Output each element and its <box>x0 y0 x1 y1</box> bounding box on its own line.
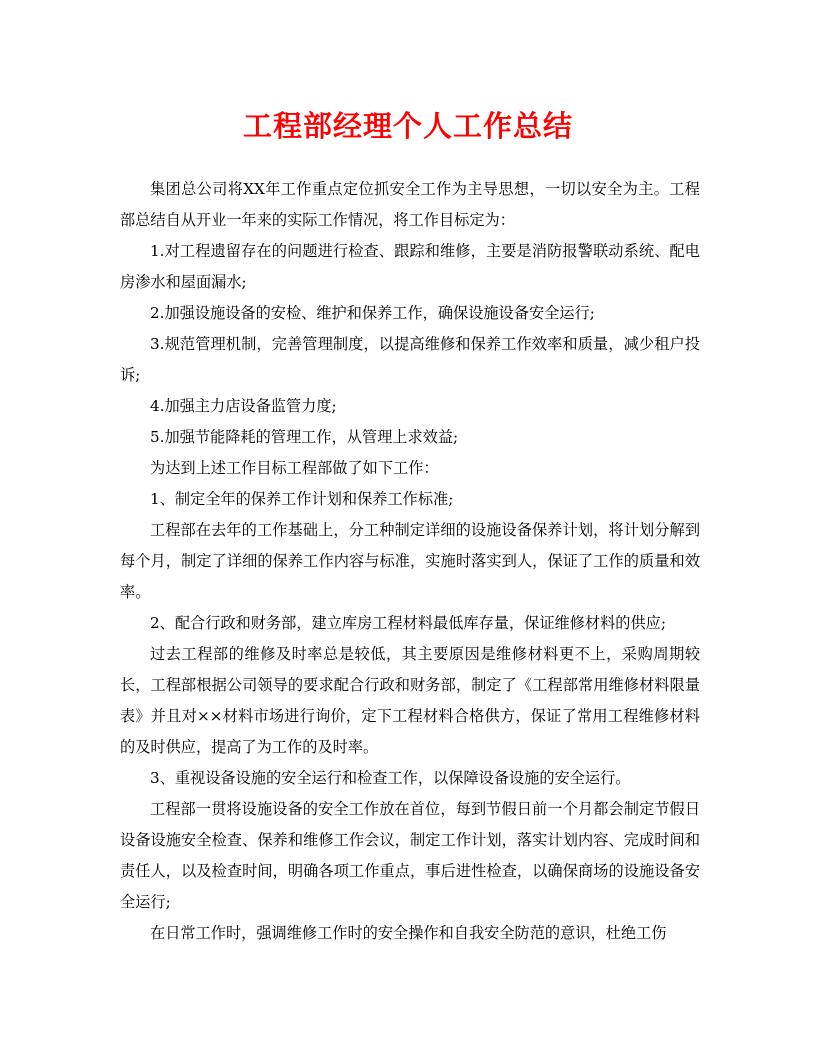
document-title: 工程部经理个人工作总结 <box>242 109 573 143</box>
paragraph-goal-2: 2.加强设施设备的安检、维护和保养工作，确保设施设备安全运行; <box>150 304 595 322</box>
paragraph-intro: 集团总公司将XX年工作重点定位抓安全工作为主导思想，一切以安全为主。工程部总结自从开业一年来的实际工作情况，将工作目标定为： <box>120 180 700 229</box>
paragraph-goal-4: 4.加强主力店设备监管力度; <box>150 397 337 415</box>
paragraph-heading-1: 1、制定全年的保养工作计划和保养工作标准; <box>150 490 454 508</box>
paragraph-goal-1: 1.对工程遗留存在的问题进行检查、跟踪和维修，主要是消防报警联动系统、配电房渗水和屋面漏水; <box>120 242 700 291</box>
paragraph-detail-4: 在日常工作时，强调维修工作时的安全操作和自我安全防范的意识，杜绝工伤 <box>150 924 667 942</box>
document-body <box>120 174 700 949</box>
paragraph-goal-5: 5.加强节能降耗的管理工作，从管理上求效益; <box>150 428 459 446</box>
paragraph-detail-2: 过去工程部的维修及时率总是较低，其主要原因是维修材料更不上，采购周期较长，工程部根据公司领导的要求配合行政和财务部，制定了《工程部常用维修材料限量表》并且对××材料市场进行询价，定下工程材料合格供方，保证了常用工程维修材料的及时供应，提高了为工作的及时率。 <box>120 645 700 756</box>
paragraph-detail-1: 工程部在去年的工作基础上，分工种制定详细的设施设备保养计划，将计划分解到每个月，制定了详细的保养工作内容与标准，实施时落实到人，保证了工作的质量和效率。 <box>120 521 700 601</box>
paragraph-detail-3: 工程部一贯将设施设备的安全工作放在首位，每到节假日前一个月都会制定节假日设备设施安全检查、保养和维修工作会议，制定工作计划，落实计划内容、完成时间和责任人，以及检查时间，明确各项工作重点，事后进性检查，以确保商场的设施设备安全运行; <box>120 800 700 911</box>
paragraph-heading-2: 2、配合行政和财务部，建立库房工程材料最低库存量，保证维修材料的供应; <box>150 614 666 632</box>
paragraph-heading-3: 3、重视设备设施的安全运行和检查工作，以保障设备设施的安全运行。 <box>150 769 631 787</box>
paragraph-work-intro: 为达到上述工作目标工程部做了如下工作： <box>150 459 439 477</box>
paragraph-goal-3: 3.规范管理机制，完善管理制度，以提高维修和保养工作效率和质量，减少租户投诉; <box>120 335 700 384</box>
